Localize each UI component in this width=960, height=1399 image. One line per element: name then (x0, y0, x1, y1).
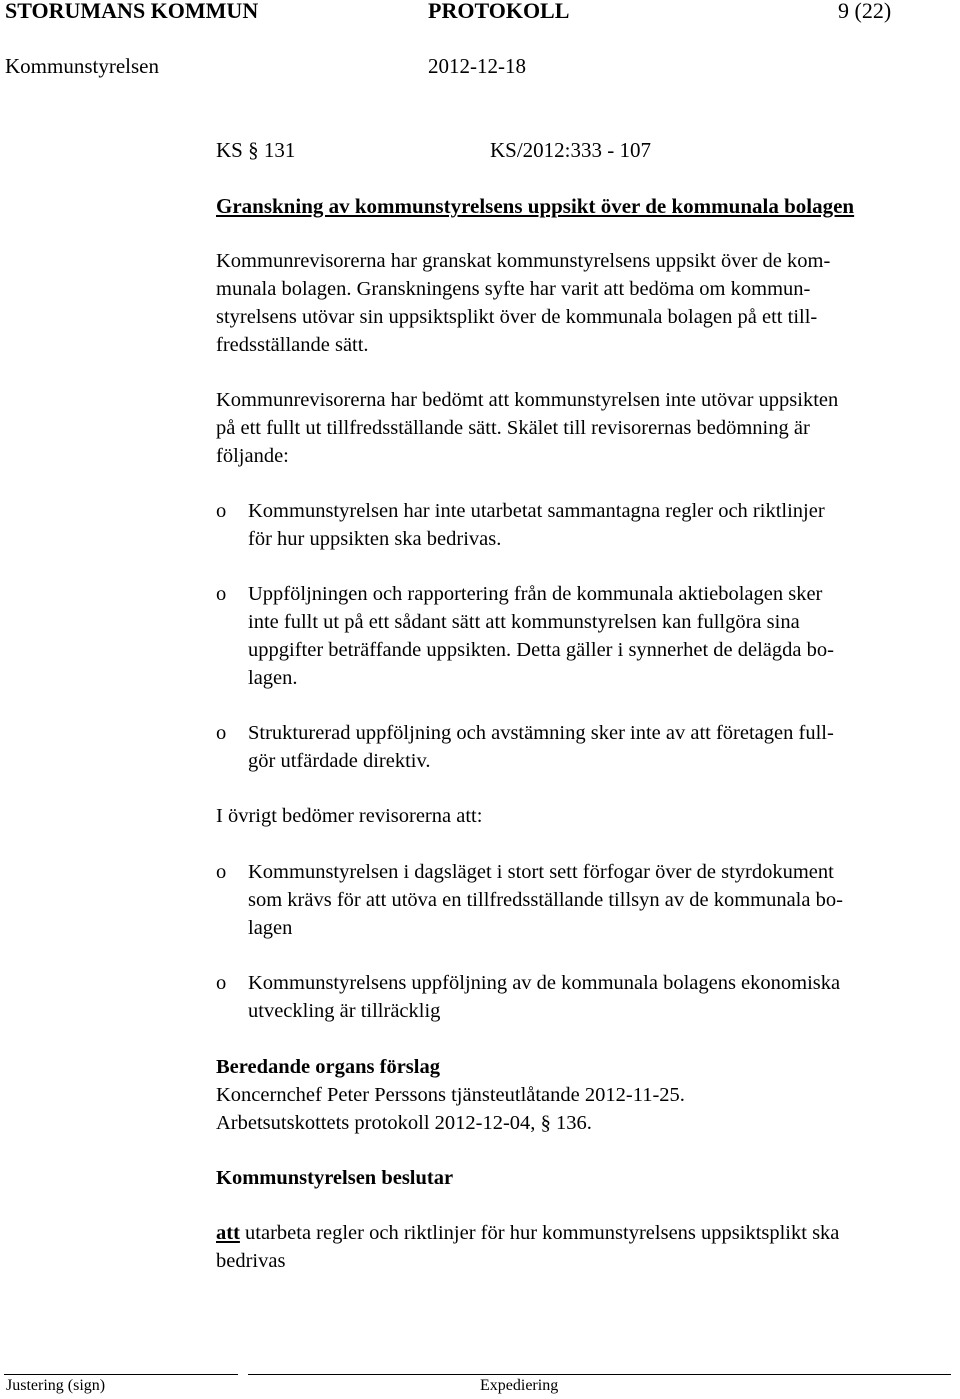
reason-line: Uppföljningen och rapportering från de kommunala aktiebolagen sker (248, 583, 823, 605)
section-sign: § (248, 138, 259, 162)
signature-rule-right (248, 1374, 951, 1375)
footer-justering: Justering (sign) (6, 1377, 106, 1394)
assessment-line: Kommunrevisorerna har bedömt att kommunstyrelsen inte utövar uppsikten (216, 389, 839, 411)
case-label: KS (216, 138, 243, 162)
decision-line: bedrivas (216, 1250, 286, 1272)
other-point-line: Kommunstyrelsen i dagsläget i stort sett förfogar över de styrdokument (248, 861, 834, 883)
case-number (216, 138, 295, 163)
document-type: PROTOKOLL (428, 0, 570, 23)
meeting-date: 2012-12-18 (428, 54, 526, 78)
reason-line: lagen. (248, 667, 298, 689)
case-title: Granskning av kommunstyrelsens uppsikt över de kommunala bolagen (216, 194, 855, 218)
proposal-heading: Beredande organs förslag (216, 1056, 440, 1078)
intro-line: fredsställande sätt. (216, 334, 369, 356)
assessment-line: följande: (216, 445, 289, 467)
other-point-line: som krävs för att utöva en tillfredsställande tillsyn av de kommunala bo- (248, 889, 843, 911)
reason-line: inte fullt ut på ett sådant sätt att kommunstyrelsen kan fullgöra sina (248, 611, 800, 633)
other-point-line: utveckling är tillräcklig (248, 1000, 441, 1022)
signature-rule-left (4, 1374, 238, 1375)
proposal-line (216, 1112, 592, 1135)
reason-line: för hur uppsikten ska bedrivas. (248, 528, 502, 550)
section-sign: § (540, 1112, 551, 1134)
reason-line: gör utfärdade direktiv. (248, 750, 431, 772)
reason-line: Kommunstyrelsen har inte utarbetat sammantagna regler och riktlinjer (248, 500, 825, 522)
case-number-value: 131 (263, 138, 296, 162)
case-reference: KS/2012:333 - 107 (490, 138, 652, 162)
proposal-ref-prefix: Arbetsutskottets protokoll 2012-12-04, (216, 1112, 536, 1134)
proposal-ref-suffix: 136. (555, 1112, 592, 1134)
reason-line: Strukturerad uppföljning och avstämning sker inte av att företagen full- (248, 722, 834, 744)
decision-heading: Kommunstyrelsen beslutar (216, 1167, 454, 1189)
bullet-marker: o (216, 861, 227, 883)
page-number: 9 (22) (838, 0, 892, 23)
decision-att: att (216, 1222, 240, 1244)
assessment-line: på ett fullt ut tillfredsställande sätt. Skälet till revisorernas bedömning är (216, 417, 810, 439)
decision-text: utarbeta regler och riktlinjer för hur kommunstyrelsens uppsiktsplikt ska (245, 1222, 840, 1244)
decision-line (216, 1222, 839, 1245)
bullet-marker: o (216, 500, 227, 522)
intro-line: styrelsens utövar sin uppsiktsplikt över de kommunala bolagen på ett till- (216, 306, 818, 328)
intro-line: munala bolagen. Granskningens syfte har varit att bedöma om kommun- (216, 278, 811, 300)
proposal-line: Koncernchef Peter Perssons tjänsteutlåtande 2012-11-25. (216, 1084, 685, 1106)
other-point-line: lagen (248, 917, 293, 939)
municipality-name: STORUMANS KOMMUN (5, 0, 259, 23)
other-intro: I övrigt bedömer revisorerna att: (216, 805, 483, 827)
bullet-marker: o (216, 972, 227, 994)
footer-expediering: Expediering (480, 1377, 559, 1394)
reason-line: uppgifter beträffande uppsikten. Detta gäller i synnerhet de delägda bo- (248, 639, 834, 661)
bullet-marker: o (216, 583, 227, 605)
other-point-line: Kommunstyrelsens uppföljning av de kommunala bolagens ekonomiska (248, 972, 841, 994)
intro-line: Kommunrevisorerna har granskat kommunstyrelsens uppsikt över de kom- (216, 250, 831, 272)
bullet-marker: o (216, 722, 227, 744)
committee-name: Kommunstyrelsen (5, 54, 159, 78)
